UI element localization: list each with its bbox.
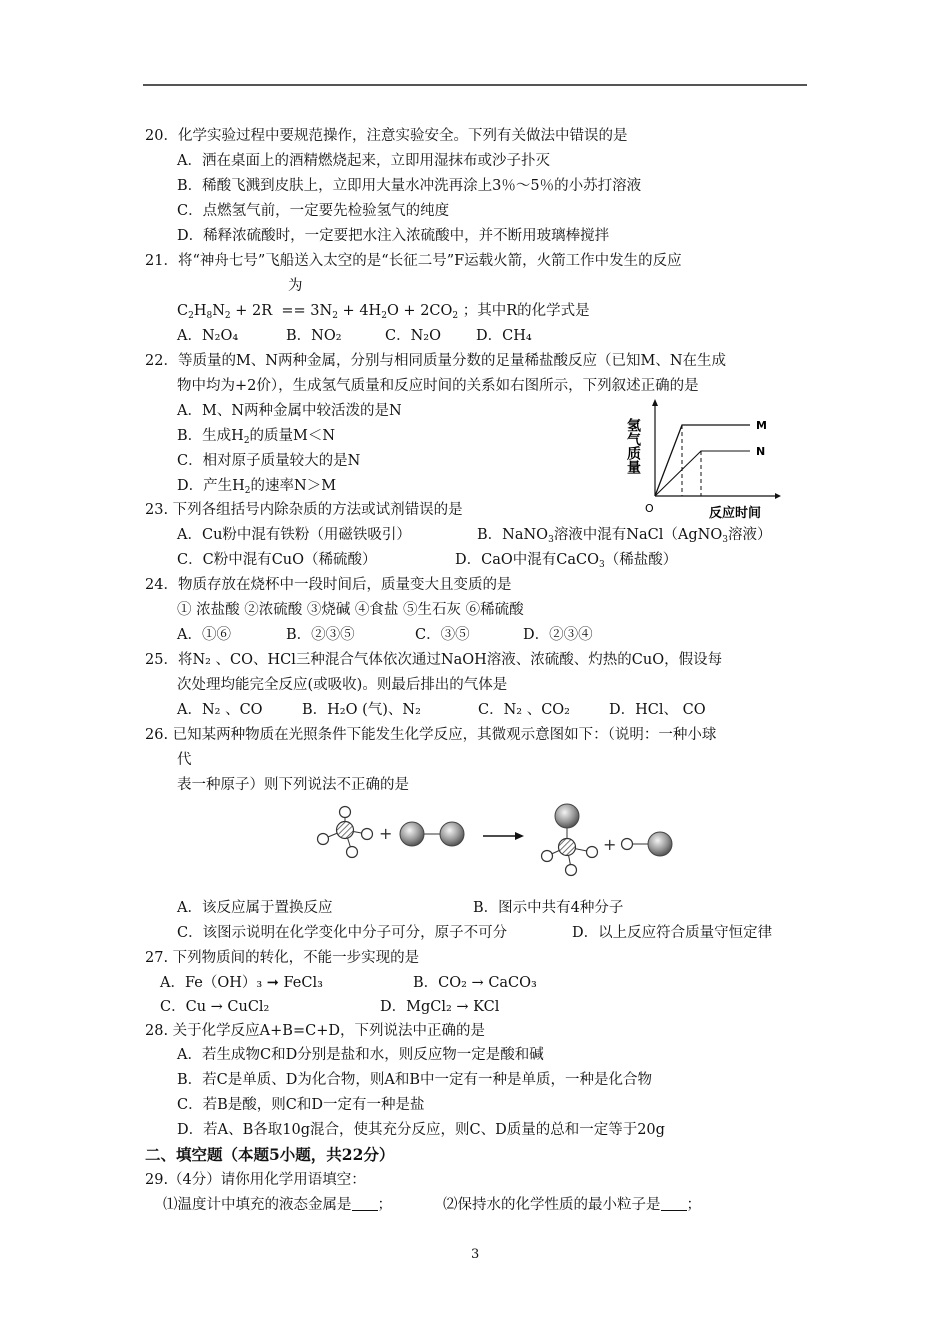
series-m-line xyxy=(655,425,750,496)
product-molecule-2 xyxy=(622,832,673,856)
x-axis-label: 反应时间 xyxy=(709,506,762,521)
q29-part-1-text: ⑴温度计中填充的液态金属是 xyxy=(163,1197,352,1213)
q26-option-d: D．以上反应符合质量守恒定律 xyxy=(572,925,773,941)
q29-part-1-end: ； xyxy=(377,1197,392,1213)
q28-stem: 28. 关于化学反应A+B=C+D，下列说法中正确的是 xyxy=(145,1023,485,1039)
reactant-molecule-2 xyxy=(400,822,464,846)
q22-option-b-post: 的质量M＜N xyxy=(249,428,336,444)
q22-stem-cont: 物中均为+2价），生成氢气质量和反应时间的关系如右图所示，下列叙述正确的是 xyxy=(177,378,699,394)
q21-option-a: A．N₂O₄ xyxy=(177,328,239,344)
q21-option-b: B．NO₂ xyxy=(286,328,342,344)
q23-option-b-pre: B．NaNO xyxy=(477,527,549,543)
q22-hydrogen-chart xyxy=(625,398,785,523)
q25-option-c: C．N₂ 、CO₂ xyxy=(478,702,570,718)
q25-option-b: B．H₂O (气)、N₂ xyxy=(302,702,421,718)
q26-stem-cont2: 表一种原子）则下列说法不正确的是 xyxy=(177,777,409,793)
q23-option-d: D．CaO中混有CaCO$_3$（稀盐酸） xyxy=(455,552,678,570)
q20-option-d: D．稀释浓硫酸时，一定要把水注入浓硫酸中，并不断用玻璃棒搅拌 xyxy=(177,228,610,244)
q22-option-d-post: 的速率N＞M xyxy=(250,478,337,494)
q22-option-c: C．相对原子质量较大的是N xyxy=(177,453,361,469)
q28-option-b: B．若C是单质、D为化合物，则A和B中一定有一种是单质，一种是化合物 xyxy=(177,1072,652,1088)
q25-stem: 25．将N₂ 、CO、HCl三种混合气体依次通过NaOH溶液、浓硫酸、灼热的CuO，假设每 xyxy=(145,652,723,668)
series-m-label: M xyxy=(756,419,767,432)
q21-stem-cont: 为 xyxy=(288,278,303,294)
q24-option-a: A．①⑥ xyxy=(177,627,231,643)
q26-molecule-diagram xyxy=(310,800,690,880)
y-axis-arrow xyxy=(652,399,658,406)
q23-option-b-mid: 溶液中混有NaCl（AgNO xyxy=(553,527,723,543)
q24-option-b: B．②③⑤ xyxy=(286,627,355,643)
q20-stem: 20．化学实验过程中要规范操作，注意实验安全。下列有关做法中错误的是 xyxy=(145,128,628,144)
q25-option-a: A．N₂ 、CO xyxy=(177,702,263,718)
origin-label: O xyxy=(645,502,654,515)
q27-option-c: C．Cu → CuCl₂ xyxy=(160,999,270,1015)
q23-option-d-post: （稀盐酸） xyxy=(604,552,678,568)
q29-part-2 xyxy=(443,1195,701,1215)
q29-blank-1[interactable] xyxy=(352,1196,378,1211)
q29-part-2-end: ； xyxy=(686,1197,701,1213)
q26-stem-cont: 代 xyxy=(177,752,192,768)
q23-option-a: A．Cu粉中混有铁粉（用磁铁吸引） xyxy=(177,527,411,543)
q28-option-d: D．若A、B各取10g混合，使其充分反应，则C、D质量的总和一定等于20g xyxy=(177,1122,665,1138)
q25-option-d: D．HCl、 CO xyxy=(609,702,706,718)
q24-option-c: C．③⑤ xyxy=(415,627,470,643)
q27-stem: 27. 下列物质间的转化，不能一步实现的是 xyxy=(145,950,420,966)
q24-stem: 24．物质存放在烧杯中一段时间后，质量变大且变质的是 xyxy=(145,577,512,593)
q26-option-b: B．图示中共有4种分子 xyxy=(473,900,624,916)
q25-stem-cont: 次处理均能完全反应(或吸收)。则最后排出的气体是 xyxy=(177,677,508,693)
q21-equation: $C_2H_8N_2 + 2R == 3N_2 + 4H_2O + 2CO_2$ ；其中R的化学式是 xyxy=(177,303,590,321)
q21-option-c: C．N₂O xyxy=(385,328,441,344)
q26-option-a: A．该反应属于置换反应 xyxy=(177,900,333,916)
page-number: 3 xyxy=(471,1247,480,1262)
plus-sign-1: + xyxy=(379,824,393,843)
q23-option-b: B．NaNO$_3$溶液中混有NaCl（AgNO$_3$溶液） xyxy=(477,527,772,545)
q22-option-b: B．生成$H_2$的质量M＜N xyxy=(177,428,336,446)
q29-blank-2[interactable] xyxy=(661,1196,687,1211)
q29-stem: 29.（4分）请你用化学用语填空： xyxy=(145,1172,366,1188)
q20-option-c: C．点燃氢气前，一定要先检验氢气的纯度 xyxy=(177,203,450,219)
reactant-molecule-1 xyxy=(318,807,373,858)
q23-option-d-pre: D．CaO中混有CaCO xyxy=(455,552,599,568)
q24-option-d: D．②③④ xyxy=(523,627,593,643)
q21-option-d: D．CH₄ xyxy=(476,328,532,344)
q23-stem: 23. 下列各组括号内除杂质的方法或试剂错误的是 xyxy=(145,502,463,518)
q27-option-a: A．Fe（OH）₃ ➞ FeCl₃ xyxy=(160,975,323,991)
reaction-arrow-icon xyxy=(483,832,524,840)
q27-option-b: B．CO₂ → CaCO₃ xyxy=(413,975,537,991)
y-axis-label: 氢气质量 xyxy=(625,418,641,474)
q22-option-b-pre: B．生成H xyxy=(177,428,244,444)
q22-option-d-pre: D．产生H xyxy=(177,478,245,494)
header-rule xyxy=(143,84,807,86)
q23-option-c: C．C粉中混有CuO（稀硫酸） xyxy=(177,552,377,568)
q21-equation-tail: ；其中R的化学式是 xyxy=(462,303,590,319)
q24-items: ① 浓盐酸 ②浓硫酸 ③烧碱 ④食盐 ⑤生石灰 ⑥稀硫酸 xyxy=(177,602,524,618)
q28-option-c: C．若B是酸，则C和D一定有一种是盐 xyxy=(177,1097,425,1113)
q29-part-2-text: ⑵保持水的化学性质的最小粒子是 xyxy=(443,1197,661,1213)
section-2-title: 二、填空题（本题5小题，共22分） xyxy=(145,1145,395,1164)
q26-option-c: C．该图示说明在化学变化中分子可分，原子不可分 xyxy=(177,925,508,941)
q20-option-a: A．洒在桌面上的酒精燃烧起来，立即用湿抹布或沙子扑灭 xyxy=(177,153,550,169)
q23-option-b-post: 溶液） xyxy=(727,527,772,543)
q22-stem: 22．等质量的M、N两种金属，分别与相同质量分数的足量稀盐酸反应（已知M、N在生成 xyxy=(145,353,727,369)
x-axis-arrow xyxy=(775,493,781,499)
q28-option-a: A．若生成物C和D分别是盐和水，则反应物一定是酸和碱 xyxy=(177,1047,544,1063)
series-n-label: N xyxy=(756,445,766,458)
q21-stem: 21．将“神舟七号”飞船送入太空的是“长征二号”F运载火箭，火箭工作中发生的反应 xyxy=(145,253,682,269)
q20-option-b: B．稀酸飞溅到皮肤上，立即用大量水冲洗再涂上3％～5％的小苏打溶液 xyxy=(177,178,642,194)
q27-option-d: D．MgCl₂ → KCl xyxy=(380,999,500,1015)
q26-stem: 26. 已知某两种物质在光照条件下能发生化学反应，其微观示意图如下：（说明：一种小球 xyxy=(145,727,717,743)
q29-part-1 xyxy=(163,1195,392,1215)
plus-sign-2: + xyxy=(603,835,617,854)
q22-option-d: D．产生$H_2$的速率N＞M xyxy=(177,478,337,496)
product-molecule-1 xyxy=(542,804,598,876)
q22-option-a: A．M、N两种金属中较活泼的是N xyxy=(177,403,402,419)
